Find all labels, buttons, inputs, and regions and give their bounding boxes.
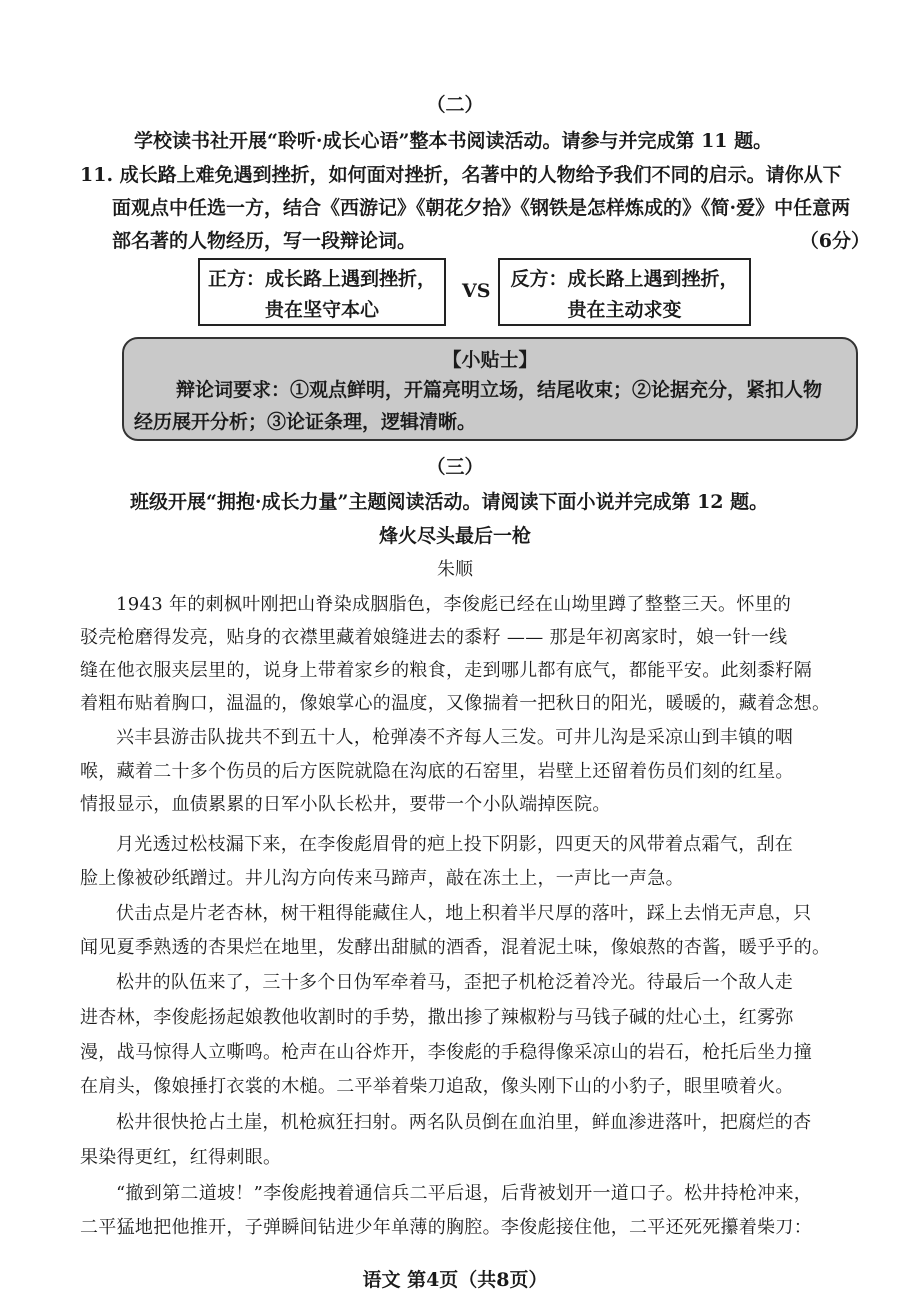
tips-box [122,337,858,441]
story-line: “撤到第二道坡！”李俊彪拽着通信兵二平后退，后背被划开一道口子。松井持枪冲来， [116,1183,813,1204]
story-author: 朱顺 [437,559,473,580]
story-line: 驳壳枪磨得发亮，贴身的衣襟里藏着娘缝进去的黍籽 —— 那是年初离家时，娘一针一线 [80,627,788,648]
story-line: 二平猛地把他推开，子弹瞬间钻进少年单薄的胸腔。李俊彪接住他，二平还死死攥着柴刀： [80,1217,812,1238]
story-line: 进杏林，李俊彪扬起娘教他收割时的手势，撒出掺了辣椒粉与马钱子碱的灶心土，红雾弥 [80,1007,794,1028]
story-line: 闻见夏季熟透的杏果烂在地里，发酵出甜腻的酒香，混着泥土味，像娘熬的杏酱，暖乎乎的。 [80,937,831,958]
story-line: 在肩头，像娘捶打衣裳的木槌。二平举着柴刀追敌，像头刚下山的小豹子，眼里喷着火。 [80,1076,794,1097]
section-3-intro: 班级开展“拥抱·成长力量”主题阅读活动。请阅读下面小说并完成第 12 题。 [130,491,769,513]
story-title: 烽火尽头最后一枪 [378,525,531,547]
story-line: 果染得更红，红得刺眼。 [80,1147,282,1168]
question-11-line-3: 部名著的人物经历，写一段辩论词。 [112,230,417,252]
story-line: 情报显示，血债累累的日军小队长松井，要带一个小队端掉医院。 [80,794,611,815]
question-11-score: （6分） [799,230,870,252]
con-side-box [498,258,751,326]
story-line: 漫，战马惊得人立嘶鸣。枪声在山谷炸开，李俊彪的手稳得像采凉山的岩石，枪托后坐力撞 [80,1042,812,1063]
con-side-line-1: 反方：成长路上遇到挫折， [510,268,739,290]
story-line: 月光透过松枝漏下来，在李俊彪眉骨的疤上投下阴影，四更天的风带着点霜气，刮在 [116,834,794,855]
story-line: 松井很快抢占土崖，机枪疯狂扫射。两名队员倒在血泊里，鲜血渗进落叶，把腐烂的杏 [116,1112,812,1133]
pro-side-box [198,258,446,326]
question-11-line-2: 面观点中任选一方，结合《西游记》《朝花夕拾》《钢铁是怎样炼成的》《简·爱》中任意两 [112,197,851,219]
page-footer: 语文 第4页（共8页） [362,1269,548,1291]
story-line: 脸上像被砂纸蹭过。井儿沟方向传来马蹄声，敲在冻土上，一声比一声急。 [80,868,684,889]
tips-line-2: 经历展开分析；③论证条理，逻辑清晰。 [134,411,477,433]
section-3-heading: （三） [426,456,484,478]
story-line: 1943 年的刺枫叶刚把山脊染成胭脂色，李俊彪已经在山坳里蹲了整整三天。怀里的 [116,594,792,615]
story-line: 缝在他衣服夹层里的，说身上带着家乡的粮食，走到哪儿都有底气，都能平安。此刻黍籽隔 [80,660,812,681]
tips-title: 【小贴士】 [442,349,538,371]
story-line: 伏击点是片老杏林，树干粗得能藏住人，地上积着半尺厚的落叶，踩上去悄无声息，只 [116,903,812,924]
story-line: 兴丰县游击队拢共不到五十人，枪弹凑不齐每人三发。可井儿沟是采凉山到丰镇的咽 [116,727,794,748]
story-line: 着粗布贴着胸口，温温的，像娘掌心的温度，又像揣着一把秋日的阳光，暖暖的，藏着念想。 [80,693,831,714]
section-2-heading: （二） [426,94,484,116]
question-11-line-1: 11. 成长路上难免遇到挫折，如何面对挫折，名著中的人物给予我们不同的启示。请你从下 [80,164,842,186]
pro-side-line-1: 正方：成长路上遇到挫折， [207,268,436,290]
story-line: 喉，藏着二十多个伤员的后方医院就隐在沟底的石窑里，岩壁上还留着伤员们刻的红星。 [80,761,794,782]
story-line: 松井的队伍来了，三十多个日伪军牵着马，歪把子机枪泛着冷光。待最后一个敌人走 [116,972,794,993]
vs-label: VS [462,280,491,302]
con-side-line-2: 贵在主动求变 [567,299,682,321]
pro-side-line-2: 贵在坚守本心 [264,299,379,321]
tips-line-1: 辩论词要求：①观点鲜明，开篇亮明立场，结尾收束；②论据充分，紧扣人物 [176,379,823,401]
section-2-intro: 学校读书社开展“聆听·成长心语”整本书阅读活动。请参与并完成第 11 题。 [134,130,773,152]
